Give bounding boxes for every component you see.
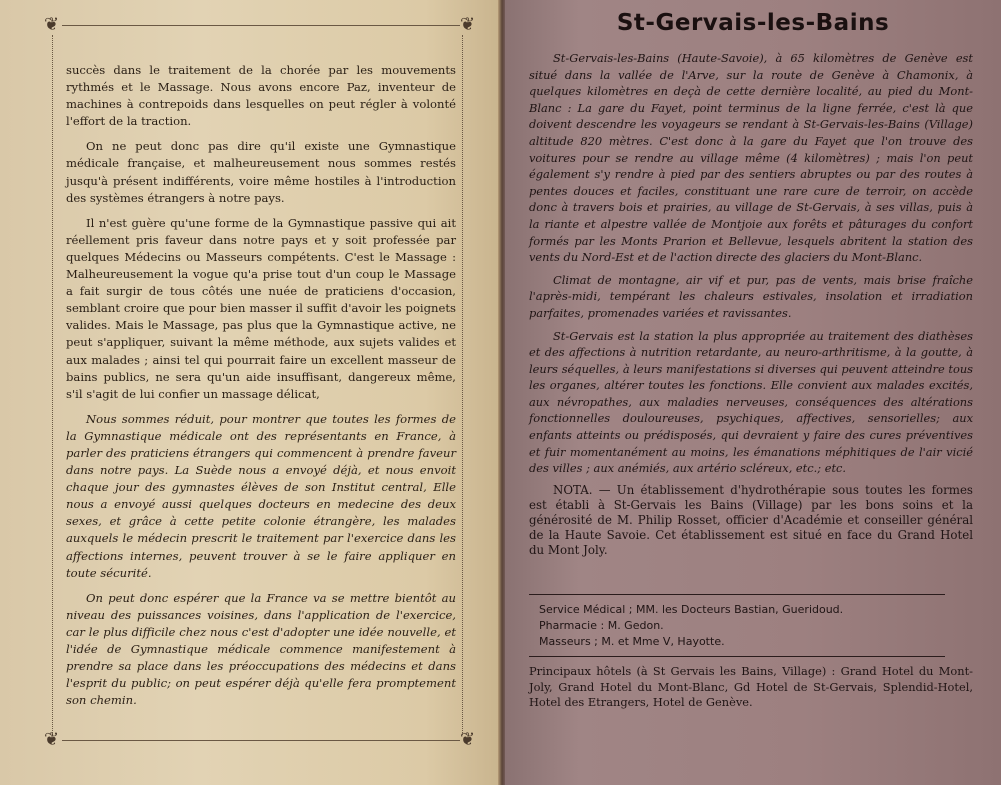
paragraph: St-Gervais est la station la plus appropriée au traitement des diathèses et des affections à nutrition retardante, au neuro-arthritisme, à la goutte, à leurs séquelles, à leurs manifestations si diverses qui peuvent atteindre tous les organes, altérer toutes les fonctions. Elle convient aux malades excités, aux névropathes, aux maladies nerveuses, conséquences des altérations fonctionnelles douloureuses, psychiques, affectives, sensorielles; aux enfants atteints ou prédisposés, qui devraient y faire des cures préventives et fuir momentanément au moins, les émanations méphitiques de l'air vicié des villes ; aux anémiés, aux artério scléreux, etc.; etc.	[529, 328, 973, 476]
right-border-rule	[462, 35, 463, 735]
service-line: Pharmacie : M. Gedon.	[539, 619, 664, 632]
paragraph: On ne peut donc pas dire qu'il existe une Gymnastique médicale française, et malheureusement nous sommes restés jusqu'à présent indifférents, voire même hostiles à l'introduction des systèmes étrangers à notre pays.	[66, 139, 456, 205]
ornament-icon: ❦	[460, 729, 476, 750]
left-page	[0, 0, 500, 785]
paragraph: St-Gervais-les-Bains (Haute-Savoie), à 65 kilomètres de Genève est situé dans la vallée de l'Arve, sur la route de Genève à Chamonix, à quelques kilomètres en deçà de cette dernière localité, au pied du Mont-Blanc : La gare du Fayet, point terminus de la ligne ferrée, c'est là que doivent descendre les voyageurs se rendant à St-Gervais-les-Bains (Village) altitude 820 mètres. C'est donc à la gare du Fayet que l'on trouve des voitures pour se rendre au village même (4 kilomètres) ; mais l'on peut également s'y rendre à pied par des sentiers abruptes ou par des routes à pentes douces et faciles, constituant une rare cure de terroir, on accède donc à travers bois et prairies, au village de St-Gervais, à ses villas, puis à la riante et alpestre vallée de Montjoie aux forêts et pâturages du confort formés par les Monts Prarion et Bellevue, lesquels abritent la station des vents du Nord-Est et de l'action directe des glaciers du Mont-Blanc.	[529, 51, 973, 265]
paragraph: Nous sommes réduit, pour montrer que toutes les formes de la Gymnastique médicale ont des représentants en France, à parler des praticiens étrangers qui commencent à prendre faveur dans notre pays. La Suède nous a envoyé déjà, et nous envoit chaque jour des gymnastes élèves de son Institut central, Elle nous a envoyé aussi quelques docteurs en medecine des deux sexes, et grâce à cette petite colonie étrangère, les malades auxquels le médecin prescrit le traitement par l'exercice dans les affections internes, peuvent trouver à se le faire appliquer en toute sécurité.	[66, 411, 456, 580]
top-border-rule	[62, 25, 460, 26]
paragraph: Il n'est guère qu'une forme de la Gymnastique passive qui ait réellement pris faveur dans notre pays et y soit professée par quelques Médecins ou Masseurs compétents. C'est le Massage : Malheureusement la vogue qu'a prise tout d'un coup le Massage a fait surgir de tous côtés une nuée de praticiens d'occasion, semblant croire que pour bien masser il suffit d'avoir les poignets valides. Mais le Massage, pas plus que la Gymnastique active, ne peut s'appliquer, suivant la même méthode, aux sujets valides et aux malades ; ainsi tel qui pourrait faire un excellent masseur de bains publics, ne sera qu'un aide insuffisant, dangereux même, s'il s'agit de lui confier un massage délicat,	[66, 215, 456, 401]
service-line: Masseurs ; M. et Mme V, Hayotte.	[539, 635, 725, 648]
paragraph: On peut donc espérer que la France va se mettre bientôt au niveau des puissances voisines, dans l'application de l'exercice, car le plus difficile chez nous c'est d'adopter une idée nouvelle, et l'idée de Gymnastique médicale commence manifestement à prendre sa place dans les préoccupations des médecins et dans l'esprit du public; on peut espérer déjà qu'elle fera promptement son chemin.	[66, 590, 456, 708]
right-page-body	[529, 50, 973, 564]
left-border-rule	[52, 35, 53, 735]
hotels-paragraph: Principaux hôtels (à St Gervais les Bains, Village) : Grand Hotel du Mont-Joly, Grand Hotel du Mont-Blanc, Gd Hotel de St-Gervais, Splendid-Hotel, Hotel des Etrangers, Hotel de Genève.	[529, 664, 973, 709]
nota-paragraph: NOTA. — Un établissement d'hydrothérapie sous toutes les formes est établi à St-Gervais les Bains (Village) par les bons soins et la générosité de M. Philip Rosset, officier d'Académie et conseiller général de la Haute Savoie. Cet établissement est situé en face du Grand Hotel du Mont Joly.	[529, 482, 973, 557]
bottom-border-rule	[62, 740, 460, 741]
ornament-icon: ❦	[44, 14, 60, 35]
paragraph: succès dans le traitement de la chorée par les mouvements rythmés et le Massage. Nous avons encore Paz, inventeur de machines à contrepoids dans lesquelles on peut régler à volonté l'effort de la traction.	[66, 63, 456, 129]
page-title: St-Gervais-les-Bains	[616, 10, 890, 36]
paragraph: Climat de montagne, air vif et pur, pas de vents, mais brise fraîche l'après-midi, tempérant les chaleurs estivales, insolation et irradiation parfaites, promenades variées et ravissantes.	[529, 272, 973, 320]
right-page	[505, 0, 1001, 785]
ornament-icon: ❦	[44, 729, 60, 750]
ornament-icon: ❦	[460, 14, 476, 35]
services-list	[539, 602, 959, 650]
divider	[529, 594, 945, 595]
left-page-body	[66, 62, 456, 717]
divider	[529, 656, 945, 657]
service-line: Service Médical ; MM. les Docteurs Bastian, Gueridoud.	[539, 603, 844, 616]
